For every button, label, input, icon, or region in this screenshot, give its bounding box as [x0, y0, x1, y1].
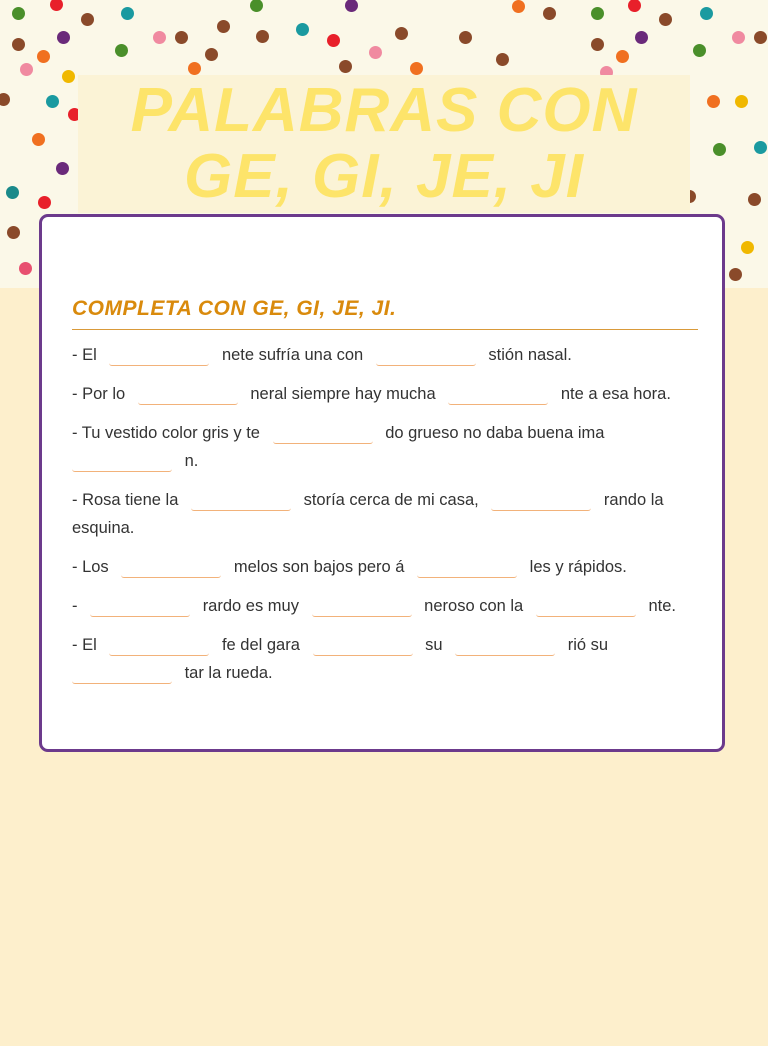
confetti-dot [713, 143, 726, 156]
confetti-dot [616, 50, 629, 63]
sentence-text: melos son bajos pero á [233, 558, 405, 576]
answer-blank[interactable] [448, 386, 548, 405]
sentence-2 [72, 380, 698, 408]
answer-blank[interactable] [455, 637, 555, 656]
sentence-text: nete sufría una con [221, 346, 364, 364]
sentence-7 [72, 631, 698, 687]
sentence-text: - Los [72, 558, 109, 576]
confetti-dot [153, 31, 166, 44]
confetti-dot [635, 31, 648, 44]
confetti-dot [628, 0, 641, 12]
confetti-dot [543, 7, 556, 20]
sentence-5 [72, 553, 698, 581]
sentence-text: - Tu vestido color gris y te [72, 424, 260, 442]
answer-blank[interactable] [109, 637, 209, 656]
confetti-dot [0, 93, 10, 106]
confetti-dot [115, 44, 128, 57]
exercise-card [39, 214, 725, 752]
confetti-dot [217, 20, 230, 33]
confetti-dot [175, 31, 188, 44]
confetti-dot [37, 50, 50, 63]
sentence-1 [72, 341, 698, 369]
confetti-dot [732, 31, 745, 44]
sentence-6 [72, 592, 698, 620]
answer-blank[interactable] [72, 453, 172, 472]
answer-blank[interactable] [138, 386, 238, 405]
confetti-dot [327, 34, 340, 47]
confetti-dot [12, 7, 25, 20]
confetti-dot [62, 70, 75, 83]
sentence-text: fe del gara [221, 636, 300, 654]
confetti-dot [410, 62, 423, 75]
confetti-dot [345, 0, 358, 12]
sentence-text: - [72, 597, 78, 615]
answer-blank[interactable] [90, 598, 190, 617]
confetti-dot [188, 62, 201, 75]
sentence-text: do grueso no daba buena ima [385, 424, 605, 442]
confetti-dot [659, 13, 672, 26]
confetti-dot [81, 13, 94, 26]
confetti-dot [754, 141, 767, 154]
confetti-dot [50, 0, 63, 11]
confetti-dot [512, 0, 525, 13]
sentence-text: nte a esa hora. [560, 385, 671, 403]
answer-blank[interactable] [121, 559, 221, 578]
confetti-dot [256, 30, 269, 43]
confetti-dot [735, 95, 748, 108]
confetti-dot [591, 38, 604, 51]
answer-blank[interactable] [191, 492, 291, 511]
sentence-text: nte. [648, 597, 676, 615]
answer-blank[interactable] [273, 425, 373, 444]
confetti-dot [12, 38, 25, 51]
sentence-text: tar la rueda. [184, 664, 273, 682]
confetti-dot [707, 95, 720, 108]
confetti-dot [56, 162, 69, 175]
confetti-dot [296, 23, 309, 36]
exercise-heading: COMPLETA CON GE, GI, JE, JI. [72, 297, 698, 330]
confetti-dot [250, 0, 263, 12]
sentence-text: stión nasal. [488, 346, 572, 364]
confetti-dot [7, 226, 20, 239]
confetti-dot [591, 7, 604, 20]
sentence-text: storía cerca de mi casa, [303, 491, 479, 509]
confetti-dot [121, 7, 134, 20]
answer-blank[interactable] [376, 347, 476, 366]
sentence-3 [72, 419, 698, 475]
confetti-dot [395, 27, 408, 40]
confetti-dot [32, 133, 45, 146]
answer-blank[interactable] [312, 598, 412, 617]
confetti-dot [46, 95, 59, 108]
sentence-text: su [425, 636, 443, 654]
sentence-text: - El [72, 636, 97, 654]
exercise-content [72, 341, 698, 698]
confetti-dot [700, 7, 713, 20]
sentence-text: rando la esquina. [72, 491, 664, 537]
answer-blank[interactable] [313, 637, 413, 656]
confetti-dot [369, 46, 382, 59]
sentence-text: - El [72, 346, 97, 364]
confetti-dot [339, 60, 352, 73]
answer-blank[interactable] [417, 559, 517, 578]
sentence-text: neroso con la [424, 597, 524, 615]
confetti-dot [754, 31, 767, 44]
confetti-dot [19, 262, 32, 275]
confetti-dot [496, 53, 509, 66]
confetti-dot [748, 193, 761, 206]
answer-blank[interactable] [109, 347, 209, 366]
confetti-dot [459, 31, 472, 44]
confetti-dot [6, 186, 19, 199]
confetti-dot [38, 196, 51, 209]
confetti-dot [729, 268, 742, 281]
confetti-dot [205, 48, 218, 61]
answer-blank[interactable] [536, 598, 636, 617]
confetti-dot [693, 44, 706, 57]
answer-blank[interactable] [491, 492, 591, 511]
sentence-text: - Por lo [72, 385, 126, 403]
confetti-dot [741, 241, 754, 254]
sentence-text: neral siempre hay mucha [250, 385, 436, 403]
sentence-text: n. [184, 452, 199, 470]
sentence-4 [72, 486, 698, 542]
sentence-text: - Rosa tiene la [72, 491, 179, 509]
confetti-dot [57, 31, 70, 44]
confetti-dot [20, 63, 33, 76]
sentence-text: les y rápidos. [529, 558, 627, 576]
sentence-text: rardo es muy [202, 597, 299, 615]
page-title: PALABRAS CON GE, GI, JE, JI [130, 76, 638, 211]
answer-blank[interactable] [72, 665, 172, 684]
sentence-text: rió su [567, 636, 609, 654]
